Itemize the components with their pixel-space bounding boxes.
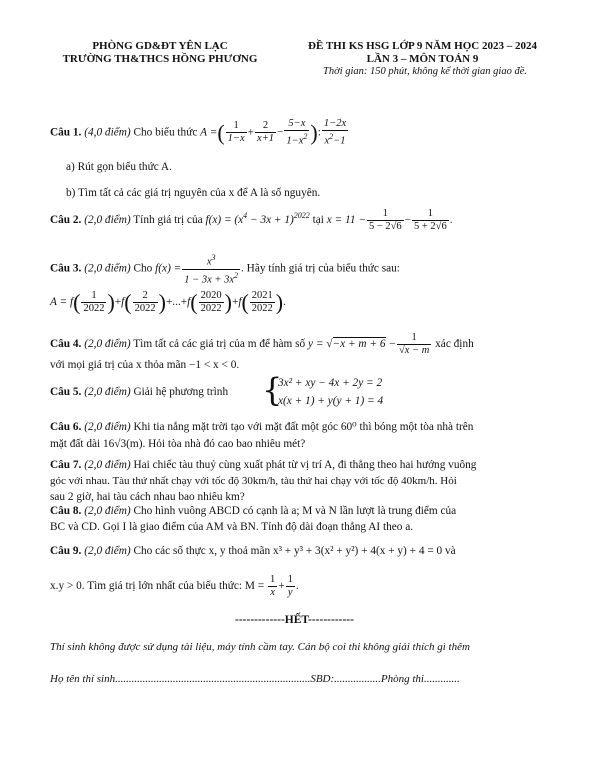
question-1a: a) Rút gọn biểu thức A. [66,161,172,173]
q5-equation-1: 3x² + xy − 4x + 2y = 2 [278,377,383,389]
question-4-line2: với mọi giá trị của x thỏa mãn −1 < x < 0. [50,359,240,371]
end-marker: -------------HẾT------------ [235,614,354,626]
exam-title: ĐỀ THI KS HSG LỚP 9 NĂM HỌC 2023 – 2024 [308,40,537,52]
question-5: Câu 5. (2,0 điểm) Giải hệ phương trình [50,386,229,398]
candidate-info-line: Họ tên thí sinh.......................................................................SBD:.................Phòng thi............. [50,673,460,685]
question-6: Câu 6. (2,0 điểm) Khi tia nắng mặt trời tạo với mặt đất một góc 60⁰ thì bóng một tòa nhà trên [50,421,474,433]
question-4: Câu 4. (2,0 điểm) Tìm tất cả các giá trị của m để hàm số y = √−x + m + 6 − $\frac{1}{√x - m}$ xác định [50,332,474,356]
system-brace: { [262,371,283,409]
question-7-line3: sau 2 giờ, hai tàu cách nhau bao nhiêu km? [50,491,245,503]
question-1: Câu 1. (4,0 điểm) Cho biểu thức A =( $\frac{1}{1-x}$ + $\frac{2}{x+1}$ − $\frac{5-x}{1-x^2}$ ): $\frac{1-2x}{x^2-1}$ [50,118,347,147]
q5-equation-2: x(x + 1) + y(y + 1) = 4 [278,395,384,407]
question-3: Câu 3. (2,0 điểm) Cho f(x) = $\frac{x^3}{1 - 3x + 3x^2}$ . Hãy tính giá trị của biểu thức sau: [50,253,400,285]
school-name: TRƯỜNG TH&THCS HỒNG PHƯƠNG [62,53,258,65]
question-9-line2: x.y > 0. Tìm giá trị lớn nhất của biểu thức: M = $\frac{1}{x}$ + $\frac{1}{y}$ . [50,574,299,598]
question-6-line2: mặt đất dài 16√3(m). Hỏi tòa nhà đó cao bao nhiêu mét? [50,438,306,450]
question-2: Câu 2. (2,0 điểm) Tính giá trị của $f(x) = (x^4 - 3x + 1)^{2022}$ tại x = 11 − $\frac{1}{5 - 2√6}$ − $\frac{1}{5 + 2√6}$ . [50,208,453,232]
exam-subtitle: LẦN 3 – MÔN TOÁN 9 [366,53,479,65]
question-9: Câu 9. (2,0 điểm) Cho các số thực x, y thoả mãn x³ + y³ + 3(x² + y²) + 4(x + y) + 4 = 0 và [50,545,456,557]
question-7-line2: góc với nhau. Tàu thứ nhất chạy với tốc độ 30km/h, tàu thứ hai chạy với tốc độ 40km/h. Hỏi [50,475,457,487]
question-3-sum: A = f( $\frac{1}{2022}$ )+f( $\frac{2}{2022}$ )+...+f( $\frac{2020}{2022}$ )+f( $\frac{2021}{2022}$ ). [50,289,286,315]
exam-time: Thời gian: 150 phút, không kể thời gian giao đề. [323,66,527,77]
question-8: Câu 8. (2,0 điểm) Cho hình vuông ABCD có cạnh là a; M và N lần lượt là trung điểm của [50,505,457,517]
question-1b: b) Tìm tất cả các giá trị nguyên của x để A là số nguyên. [66,187,321,199]
question-7: Câu 7. (2,0 điểm) Hai chiếc tàu thuỷ cùng xuất phát từ vị trí A, đi thẳng theo hai hướng vuông [50,459,477,471]
q1-expression: A = [200,126,218,139]
question-8-line2: BC và CD. Gọi I là giao điểm của AM và BN. Tính độ dài đoạn thẳng AI theo a. [50,521,414,533]
exam-note: Thí sinh không được sử dụng tài liệu, máy tính cầm tay. Cán bộ coi thi không giải thích gì thêm [50,641,470,653]
school-department: PHÒNG GD&ĐT YÊN LẠC [92,40,228,52]
